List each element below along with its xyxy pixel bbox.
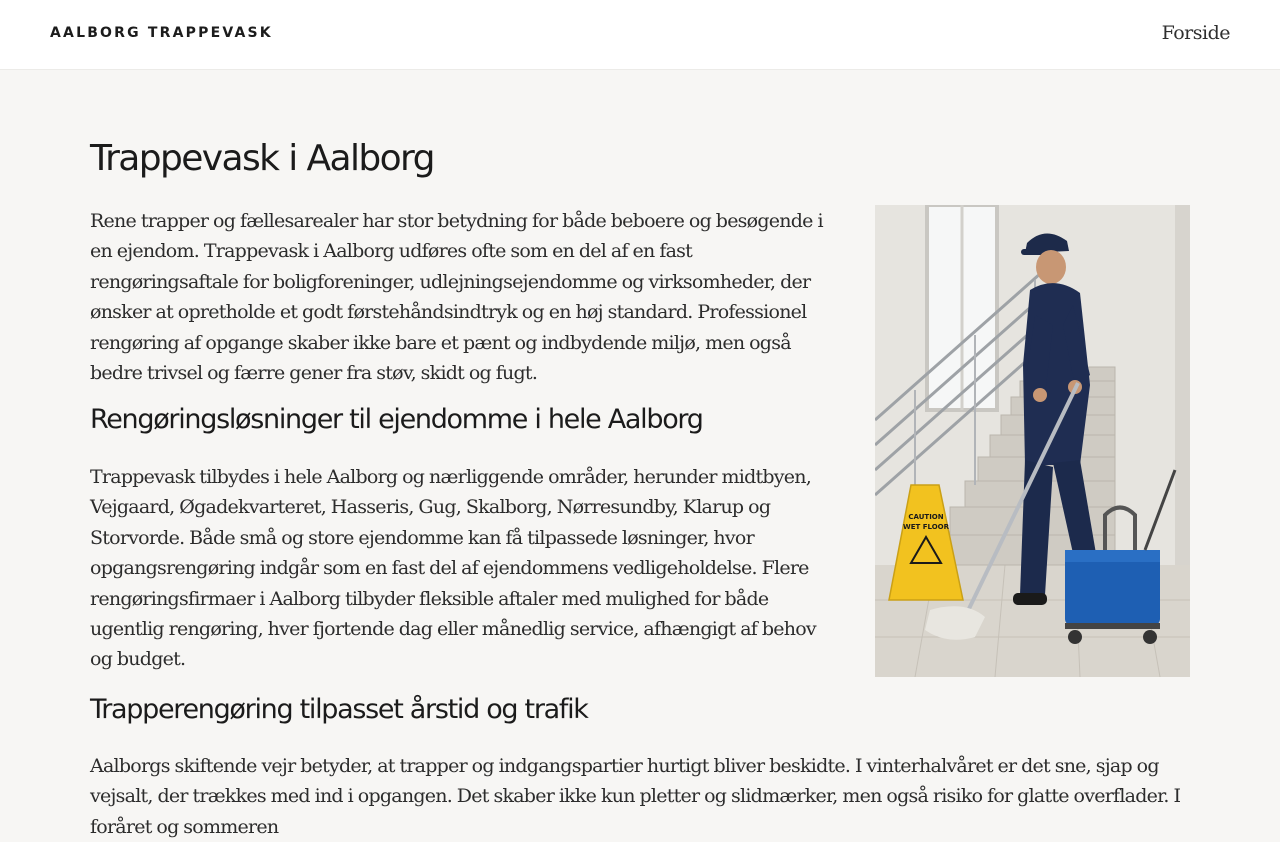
stairwell-cleaning-illustration xyxy=(875,205,1190,677)
page-title: Trappevask i Aalborg xyxy=(90,138,434,179)
site-header xyxy=(0,0,1280,70)
section-heading-solutions: Rengøringsløsninger til ejendomme i hele Aalborg xyxy=(90,404,703,435)
intro-paragraph: Rene trapper og fællesarealer har stor betydning for både beboere og besøgende i en ejendom. Trappevask i Aalborg udføres ofte som en del af en fast rengøringsaftale for boligforeninger, udlejningsejendomme og virksomheder, der ønsker at opretholde et godt førstehåndsindtryk og en høj standard. Professionel rengøring af opgange skaber ikke bare et pænt og indbydende miljø, men også bedre trivsel og færre gener fra støv, skidt og fugt. xyxy=(90,210,823,385)
cleaner-photo xyxy=(875,205,1190,677)
section-text-seasons: Aalborgs skiftende vejr betyder, at trapper og indgangspartier hurtigt bliver beskidte. I vinterhalvåret er det sne, sjap og vejsalt, der trækkes med ind i opgangen. Det skaber ikke kun pletter og slidmærker, men også risiko for glatte overflader. I foråret og sommeren xyxy=(90,755,1181,838)
section-heading-seasons: Trapperengøring tilpasset årstid og trafik xyxy=(90,694,588,725)
brand-logo-link[interactable]: AALBORG TRAPPEVASK xyxy=(50,25,273,41)
svg-text:CAUTION: CAUTION xyxy=(908,513,944,521)
svg-text:WET FLOOR: WET FLOOR xyxy=(903,523,949,531)
section-text-solutions: Trappevask tilbydes i hele Aalborg og nærliggende områder, herunder midtbyen, Vejgaard, Øgadekvarteret, Hasseris, Gug, Skalborg, Nørresundby, Klarup og Storvorde. Både små og store ejendomme kan få tilpassede løsninger, hvor opgangsrengøring indgår som en fast del af ejendommens vedligeholdelse. Flere rengøringsfirmaer i Aalborg tilbyder fleksible aftaler med mulighed for både ugentlig rengøring, hver fjortende dag eller månedlig service, afhængigt af behov og budget. xyxy=(90,466,816,671)
nav-link-forside[interactable]: Forside xyxy=(1161,22,1230,44)
